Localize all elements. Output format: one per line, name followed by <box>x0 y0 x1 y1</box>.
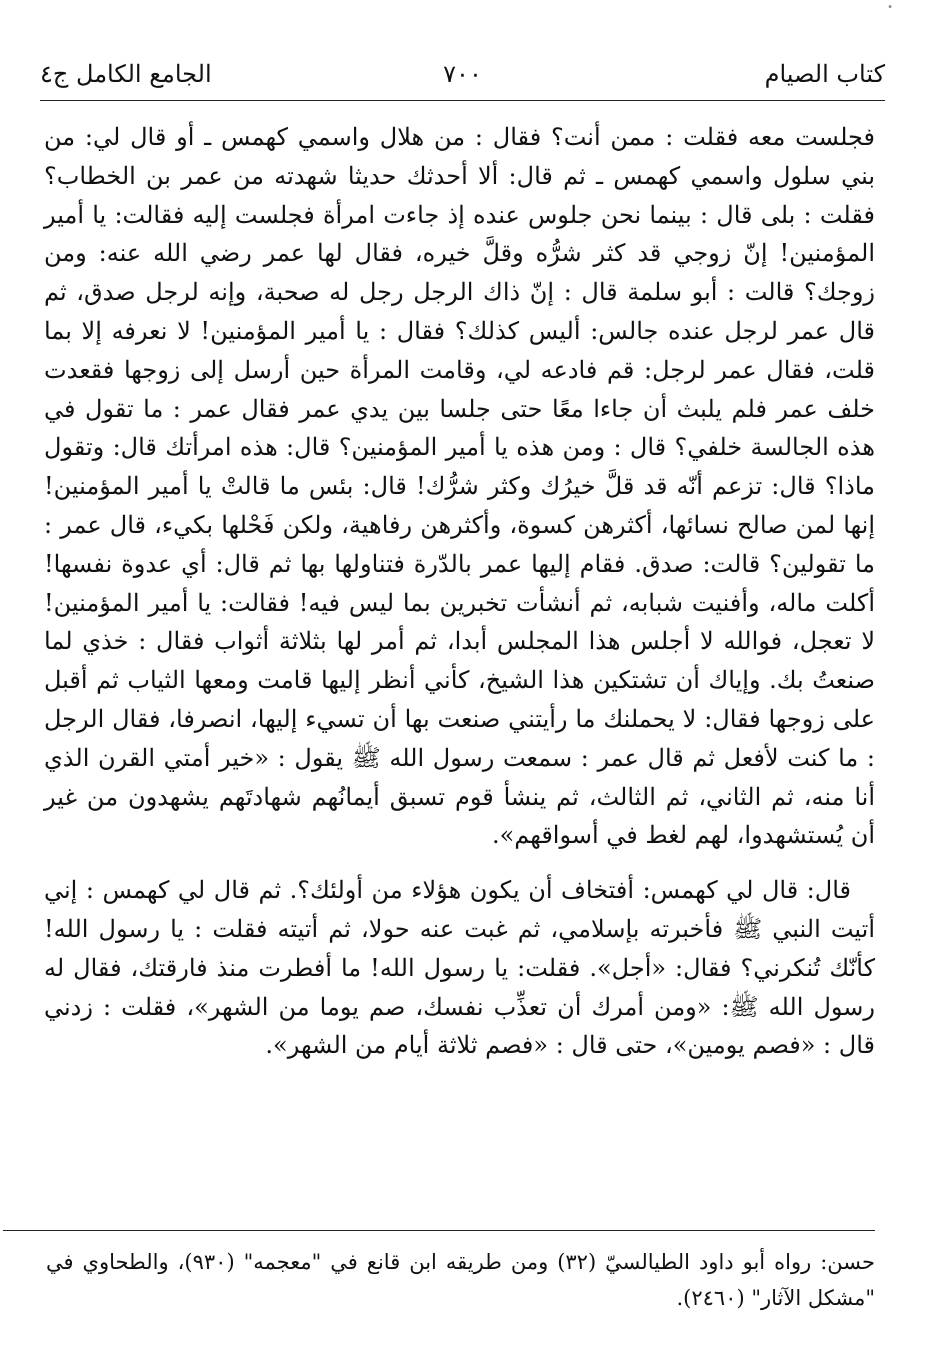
page-number: ٧٠٠ <box>443 60 482 88</box>
running-header <box>40 52 885 96</box>
chapter-title: كتاب الصيام <box>764 60 885 88</box>
book-title: الجامع الكامل ج٤ <box>40 60 212 88</box>
footnote-divider <box>3 1230 875 1231</box>
footnote-text: حسن: رواه أبو داود الطيالسيّ (٣٢) ومن طريقه ابن قانع في "معجمه" (٩٣٠)، والطحاوي في "مشكل الآثار" (٢٤٦٠). <box>46 1250 875 1310</box>
paragraph-1: فجلست معه فقلت : ممن أنت؟ فقال : من هلال واسمي كهمس ـ أو قال لي: من بني سلول واسمي كهمس ـ ثم قال: ألا أحدثك حديثا شهدته من عمر بن الخطاب؟ فقلت : بلى قال : بينما نحن جلوس عنده إذ جاءت امرأة فجلست إليه فقالت: يا أمير المؤمنين! إنّ زوجي قد كثر شرُّه وقلَّ خيره، فقال لها عمر رضي الله عنه: ومن زوجك؟ قالت : أبو سلمة قال : إنّ ذاك الرجل رجل له صحبة، وإنه لرجل صدق، ثم قال عمر لرجل عنده جالس: أليس كذلك؟ فقال : يا أمير المؤمنين! لا نعرفه إلا بما قلت، فقال عمر لرجل: قم فادعه لي، وقامت المرأة حين أرسل إلى زوجها فقعدت خلف عمر فلم يلبث أن جاءا معًا حتى جلسا بين يدي عمر فقال عمر : ما تقول في هذه الجالسة خلفي؟ قال : ومن هذه يا أمير المؤمنين؟ قال: هذه امرأتك قال: وتقول ماذا؟ قال: تزعم أنّه قد قلَّ خيرُك وكثر شرُّك! قال: بئس ما قالتْ يا أمير المؤمنين! إنها لمن صالح نسائها، أكثرهن كسوة، وأكثرهن رفاهية، ولكن فَحْلها بكيء، قال عمر : ما تقولين؟ قالت: صدق. فقام إليها عمر بالدّرة فتناولها بها ثم قال: أي عدوة نفسها! أكلت ماله، وأفنيت شبابه، ثم أنشأت تخبرين بما ليس فيه! فقالت: يا أمير المؤمنين! لا تعجل، فوالله لا أجلس هذا المجلس أبدا، ثم أمر لها بثلاثة أثواب فقال : خذي لما صنعتُ بك. وإياك أن تشتكين هذا الشيخ، كأني أنظر إليها قامت ومعها الثياب ثم أقبل على زوجها فقال: لا يحملنك ما رأيتني صنعت بها أن تسيء إليها، انصرفا، فقال الرجل : ما كنت لأفعل ثم قال عمر : سمعت رسول الله ﷺ يقول : «خير أمتي القرن الذي أنا منه، ثم الثاني، ثم الثالث، ثم ينشأ قوم تسبق أيمانُهم شهادتَهم يشهدون من غير أن يُستشهدوا، لهم لغط في أسواقهم». <box>44 123 876 850</box>
corner-mark: • <box>887 2 893 13</box>
main-text <box>44 118 875 1065</box>
paragraph-2: قال: قال لي كهمس: أفتخاف أن يكون هؤلاء من أولئك؟. ثم قال لي كهمس : إني أتيت النبي ﷺ فأخبرته بإسلامي، ثم غبت عنه حولا، ثم أتيته فقلت : يا رسول الله! كأنّك تُنكرني؟ فقال: «أجل». فقلت: يا رسول الله! ما أفطرت منذ فارقتك، فقال له رسول الله ﷺ: «ومن أمرك أن تعذِّب نفسك، صم يوما من الشهر»، فقلت : زدني قال : «فصم يومين»، حتى قال : «فصم ثلاثة أيام من الشهر». <box>44 876 875 1060</box>
header-divider <box>40 100 885 101</box>
footnote <box>46 1244 875 1316</box>
